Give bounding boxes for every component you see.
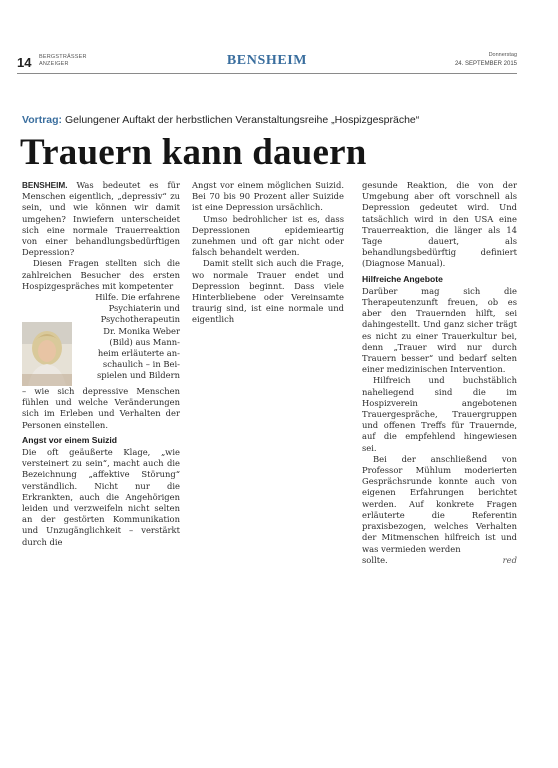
header-rule [17,73,517,74]
paragraph: – wie sich depressive Menschen fühlen und welche Veränderungen sich im Erleben und Verhalten der Personen einstellen. [22,386,180,430]
text-line: (Bild) aus Mann- [109,336,180,347]
paragraph: Hilfreich und buchstäblich naheliegend sind die im Hospizverein angebotenen Trauergespräche, Trauergruppen und offenen Treffs für Trauernde, auf die empfehlend hingewiesen sei. [362,375,517,453]
author-signature: red [502,554,517,565]
paragraph: Damit stellt sich auch die Frage, wo normale Trauer endet und Depression beginnt. Dass viele Hinterbliebene oder Vereinsamte traurig sind, ist eine normale und eigentlich [192,258,344,325]
paragraph: gesunde Reaktion, die von der Umgebung aber oft vorschnell als Depression gedeutet wird. Und tatsächlich wird in den USA eine Trauerreaktion, die länger als 14 Tage dauert, als behandlungsbedürftig definiert (Diagnose Manual). [362,180,517,269]
paragraph: Umso bedrohlicher ist es, dass Depressionen epidemieartig zunehmen und oft gar nicht oder falsch behandelt werden. [192,213,344,258]
text-line: schaulich – in Bei- [102,359,180,370]
page-number: 14 [17,55,32,70]
article-column-2 [192,180,344,326]
paragraph: Darüber mag sich die Therapeutenzunft freuen, ob es aber den Trauernden hilft, sei dahingestellt. Und ganz sicher trägt es nicht zu einer Trauerkultur bei, denn „Trauer wird nur durch Trauern besser“ und bedarf selten einer medizinischen Intervention. [362,285,517,375]
text-line: Psychiaterin und [108,303,180,314]
headline: Trauern kann dauern [20,132,367,173]
paragraph: Was bedeutet es für Menschen eigentlich, „depressiv“ zu sein, und wie können wir damit umgehen? Inwiefern unterscheidet sich eine normale Trauerreaktion von einer behandlungsbedürftigen Depression? [22,180,180,258]
subheading: Angst vor einem Suizid [22,434,118,445]
text-line: spielen und Bildern [96,370,180,381]
kicker-text: Gelungener Auftakt der herbstlichen Veranstaltungsreihe „Hospizgespräche“ [62,114,420,126]
publication-line-2: ANZEIGER [39,61,69,67]
section-title: BENSHEIM [226,53,308,68]
article-end-line [362,555,517,566]
paragraph: Bei der anschließend von Professor Mühlum moderierten Gesprächsrunde konnte auch von eigenen Erfahrungen berichtet werden. Auf konkrete Fragen erläuterte die Referentin praxisbezogen, welches Verhalten der Mitmenschen hilfreich ist und was vermieden werden [362,453,517,554]
text-line: Dr. Monika Weber [103,325,180,336]
paragraph: Angst vor einem möglichen Suizid. Bei 70 bis 90 Prozent aller Suizide ist eine Depression ursächlich. [192,180,344,213]
text-line: Psychotherapeutin [100,314,180,325]
paragraph: Diesen Fragen stellten sich die zahlreichen Besucher des ersten Hospizgespräches mit kompetenter [22,258,180,291]
text-line: sollte. [362,554,388,565]
photo-side-text [77,292,180,386]
article-column-1 [22,180,180,548]
speaker-photo [22,322,72,386]
weekday: Donnerstag [488,52,517,58]
subheading: Hilfreiche Angebote [362,273,443,284]
text-line: Hilfe. Die erfahrene [95,292,180,303]
portrait-image [22,322,72,386]
text-line: heim erläuterte an- [97,348,180,359]
page-header [17,48,517,74]
publication-line-1: BERGSTRÄSSER [39,54,87,60]
kicker-label: Vortrag: [22,114,63,126]
dateline: BENSHEIM. [22,181,68,190]
kicker-line [22,114,522,126]
paragraph: Die oft geäußerte Klage, „wie versteinert zu sein“, macht auch die Bezeichnung „affektive Störung“ verständlich. Nicht nur die Erkrankten, auch die Angehörigen leiden und verzweifeln nicht selten an der gestörten Kommunikation und Unzugänglichkeit – verstärkt durch die [22,447,180,547]
article-column-3 [362,180,517,566]
photo-block [22,292,180,386]
issue-date: 24. SEPTEMBER 2015 [454,61,517,67]
